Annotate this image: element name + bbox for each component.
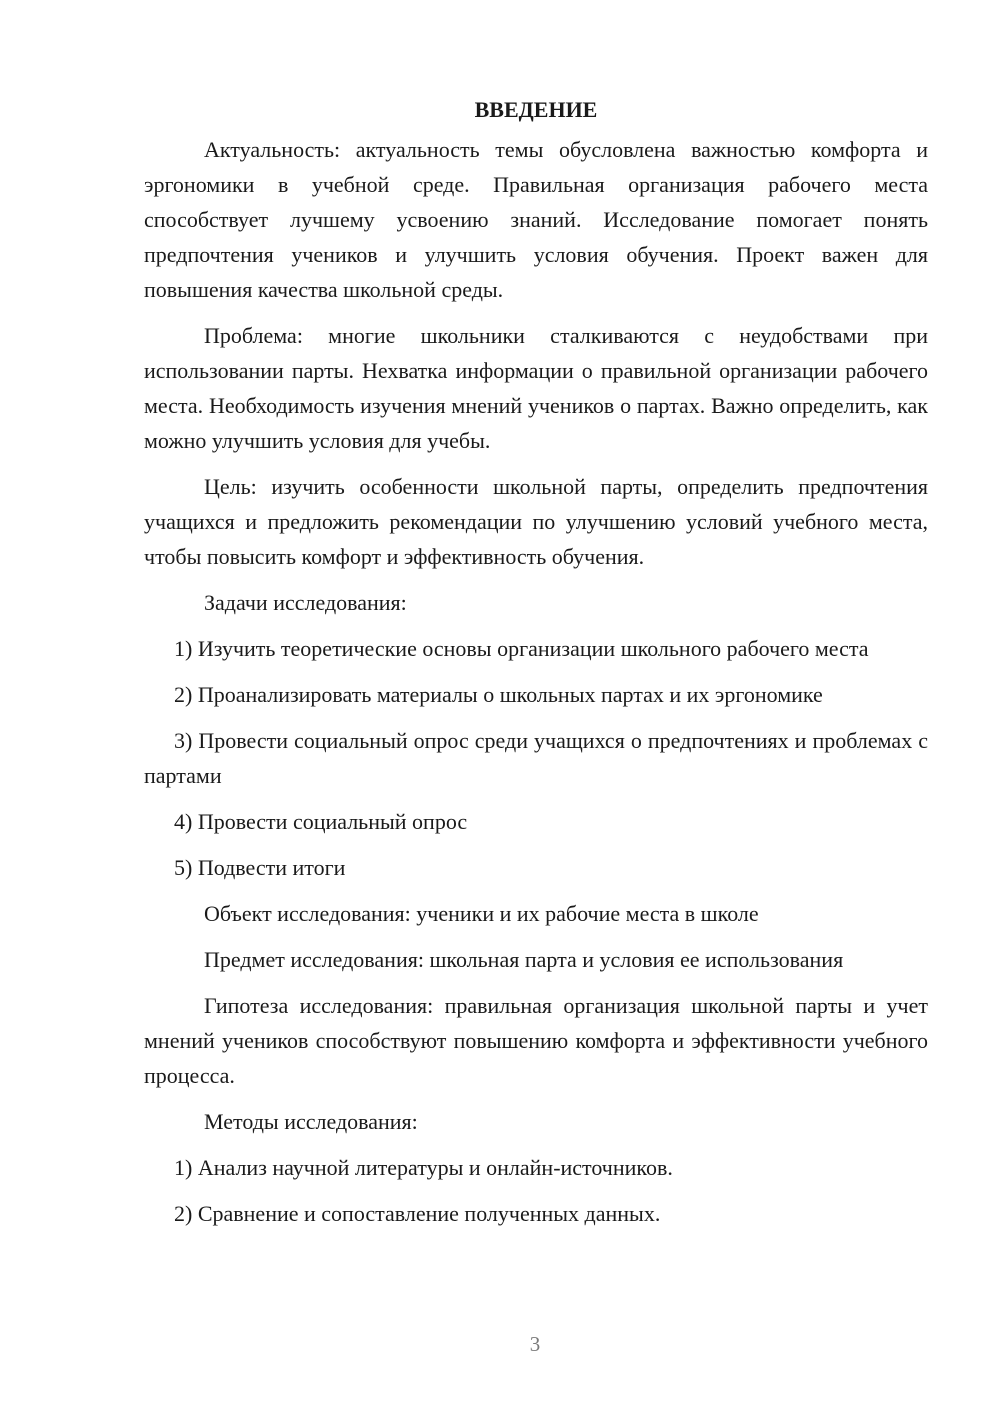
tasks-title: Задачи исследования:	[204, 590, 407, 615]
task-item-5: 5) Подвести итоги	[174, 855, 346, 880]
task-item-1: 1) Изучить теоретические основы организации школьного рабочего места	[174, 636, 869, 661]
problem-paragraph: Проблема: многие школьники сталкиваются с неудобствами при использовании парты. Нехватка информации о правильной организации рабочего места. Необходимость изучения мнений учеников о партах. Важно определить, как можно улучшить условия для учебы.	[144, 323, 928, 453]
method-item-2: 2) Сравнение и сопоставление полученных данных.	[174, 1201, 661, 1226]
object-line: Объект исследования: ученики и их рабочие места в школе	[204, 901, 759, 926]
methods-title: Методы исследования:	[204, 1109, 418, 1134]
page-content	[144, 92, 928, 1242]
task-item-2: 2) Проанализировать материалы о школьных партах и их эргономике	[174, 682, 823, 707]
page-number: 3	[529, 1332, 541, 1356]
task-item-4: 4) Провести социальный опрос	[174, 809, 468, 834]
hypothesis-paragraph: Гипотеза исследования: правильная организация школьной парты и учет мнений учеников способствуют повышению комфорта и эффективности учебного процесса.	[144, 993, 928, 1088]
goal-paragraph: Цель: изучить особенности школьной парты, определить предпочтения учащихся и предложить рекомендации по улучшению условий учебного места, чтобы повысить комфорт и эффективность обучения.	[144, 474, 928, 569]
method-item-1: 1) Анализ научной литературы и онлайн-источников.	[174, 1155, 673, 1180]
section-heading: ВВЕДЕНИЕ	[474, 97, 598, 122]
task-item-3: 3) Провести социальный опрос среди учащихся о предпочтениях и проблемах с партами	[144, 728, 928, 788]
relevance-paragraph: Актуальность: актуальность темы обусловлена важностью комфорта и эргономики в учебной среде. Правильная организация рабочего места способствует лучшему усвоению знаний. Исследование помогает понять предпочтения учеников и улучшить условия обучения. Проект важен для повышения качества школьной среды.	[144, 137, 928, 302]
subject-line: Предмет исследования: школьная парта и условия ее использования	[204, 947, 844, 972]
